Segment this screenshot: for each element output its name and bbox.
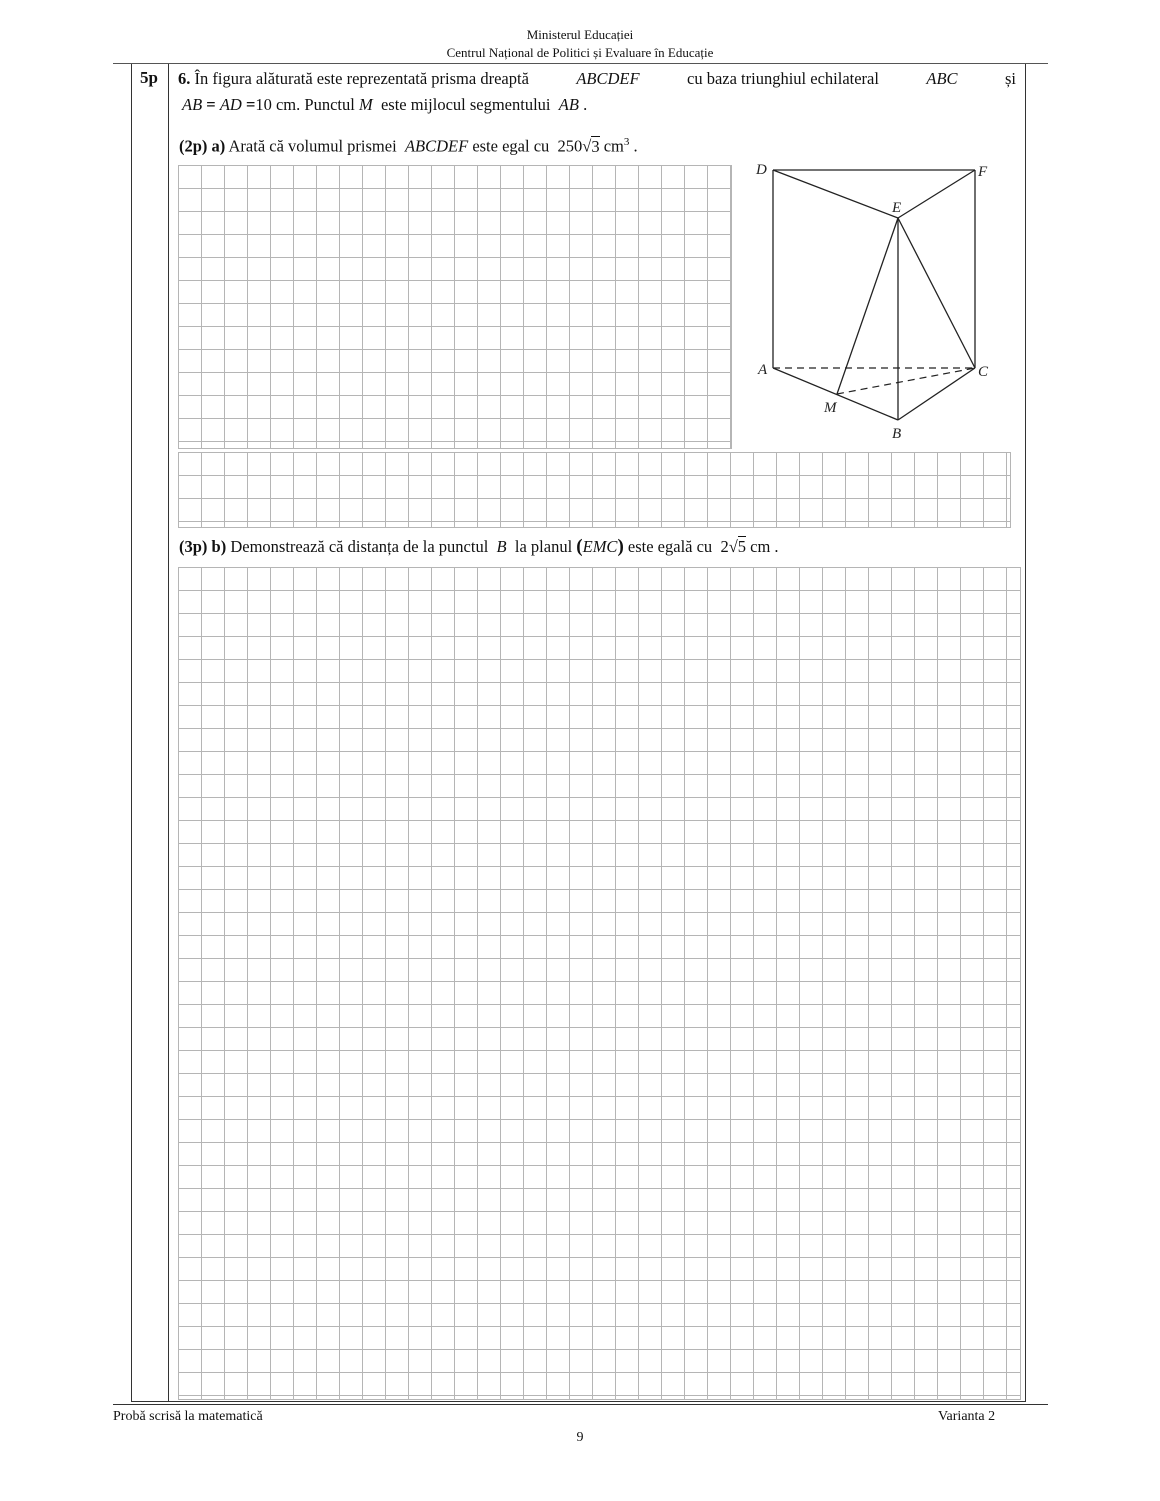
prism-name: ABCDEF: [576, 69, 640, 88]
label-f: F: [978, 164, 988, 180]
label-c: C: [978, 364, 989, 380]
equals-sign: =: [245, 95, 256, 114]
volume-coefficient: 250: [557, 136, 583, 156]
segment-ab-2: AB: [558, 95, 579, 114]
volume-exponent: 3: [623, 136, 630, 148]
page-number: 9: [576, 1430, 584, 1445]
segment-ab: AB: [182, 95, 203, 114]
segment-ec: [898, 218, 975, 368]
header-center: Centrul Național de Politici și Evaluare în Educație: [446, 45, 714, 60]
sqrt-radicand: 5: [737, 537, 746, 556]
problem-points: 5p: [140, 68, 158, 87]
problem-statement-line2: [182, 93, 587, 117]
statement-text-1: În figura alăturată este reprezentată prisma dreaptă: [194, 69, 529, 88]
equals-sign: =: [206, 95, 216, 114]
distance-coefficient: 2: [720, 537, 729, 556]
volume-unit: cm: [603, 136, 624, 156]
plane-right-paren: ): [617, 536, 624, 557]
segment-mc-hidden: [837, 368, 975, 394]
distance-unit: cm: [750, 537, 771, 556]
answer-grid-a-extra[interactable]: [178, 452, 1011, 528]
header-ministry: Ministerul Educației: [526, 27, 634, 42]
base-triangle-name: ABC: [926, 69, 958, 88]
part-a-statement: [179, 130, 638, 159]
prism-figure: [740, 150, 1030, 450]
segment-ad: AD: [219, 95, 242, 114]
statement-text-2: cu baza triunghiul echilateral: [687, 69, 879, 88]
part-a-prism: ABCDEF: [404, 136, 469, 156]
part-b-statement: [179, 535, 779, 559]
footer-left: Probă scrisă la matematică: [113, 1409, 263, 1424]
statement-text-3: și: [1004, 69, 1016, 88]
sqrt-sign: √: [582, 136, 592, 156]
sqrt-radicand: 3: [591, 136, 600, 156]
points-column-divider: [168, 64, 169, 1402]
part-a-text-1: Arată că volumul prismei: [228, 136, 397, 156]
label-d: D: [756, 162, 767, 178]
part-b-points: (3p) b): [179, 537, 227, 556]
period: .: [774, 537, 779, 556]
plane-name: EMC: [582, 537, 618, 556]
answer-grid-a[interactable]: [178, 165, 732, 449]
part-a-points: (2p) a): [179, 136, 226, 156]
answer-grid-b[interactable]: [178, 567, 1021, 1400]
period: .: [633, 136, 638, 156]
label-m: M: [824, 400, 837, 416]
part-a-text-2: este egal cu: [472, 136, 550, 156]
statement-text-4: . Punctul: [296, 95, 355, 114]
period: .: [583, 95, 588, 114]
part-b-text-1: Demonstrează că distanța de la punctul: [230, 537, 489, 556]
footer-rule: [113, 1404, 1048, 1405]
sqrt-sign: √: [728, 537, 738, 556]
point-b: B: [496, 537, 507, 556]
part-b-text-2: la planul: [514, 537, 573, 556]
edge-de: [773, 170, 898, 218]
label-a: A: [758, 362, 768, 378]
plane-left-paren: (: [576, 536, 583, 557]
label-b: B: [892, 426, 902, 442]
edge-ef: [898, 170, 975, 218]
length-value: 10 cm: [255, 95, 297, 114]
problem-number: 6.: [178, 69, 191, 88]
label-e: E: [892, 200, 902, 216]
statement-text-5: este mijlocul segmentului: [380, 95, 551, 114]
footer-right: Varianta 2: [938, 1409, 996, 1424]
problem-statement-line1: [178, 67, 1016, 91]
point-m: M: [358, 95, 373, 114]
part-b-text-3: este egală cu: [627, 537, 713, 556]
